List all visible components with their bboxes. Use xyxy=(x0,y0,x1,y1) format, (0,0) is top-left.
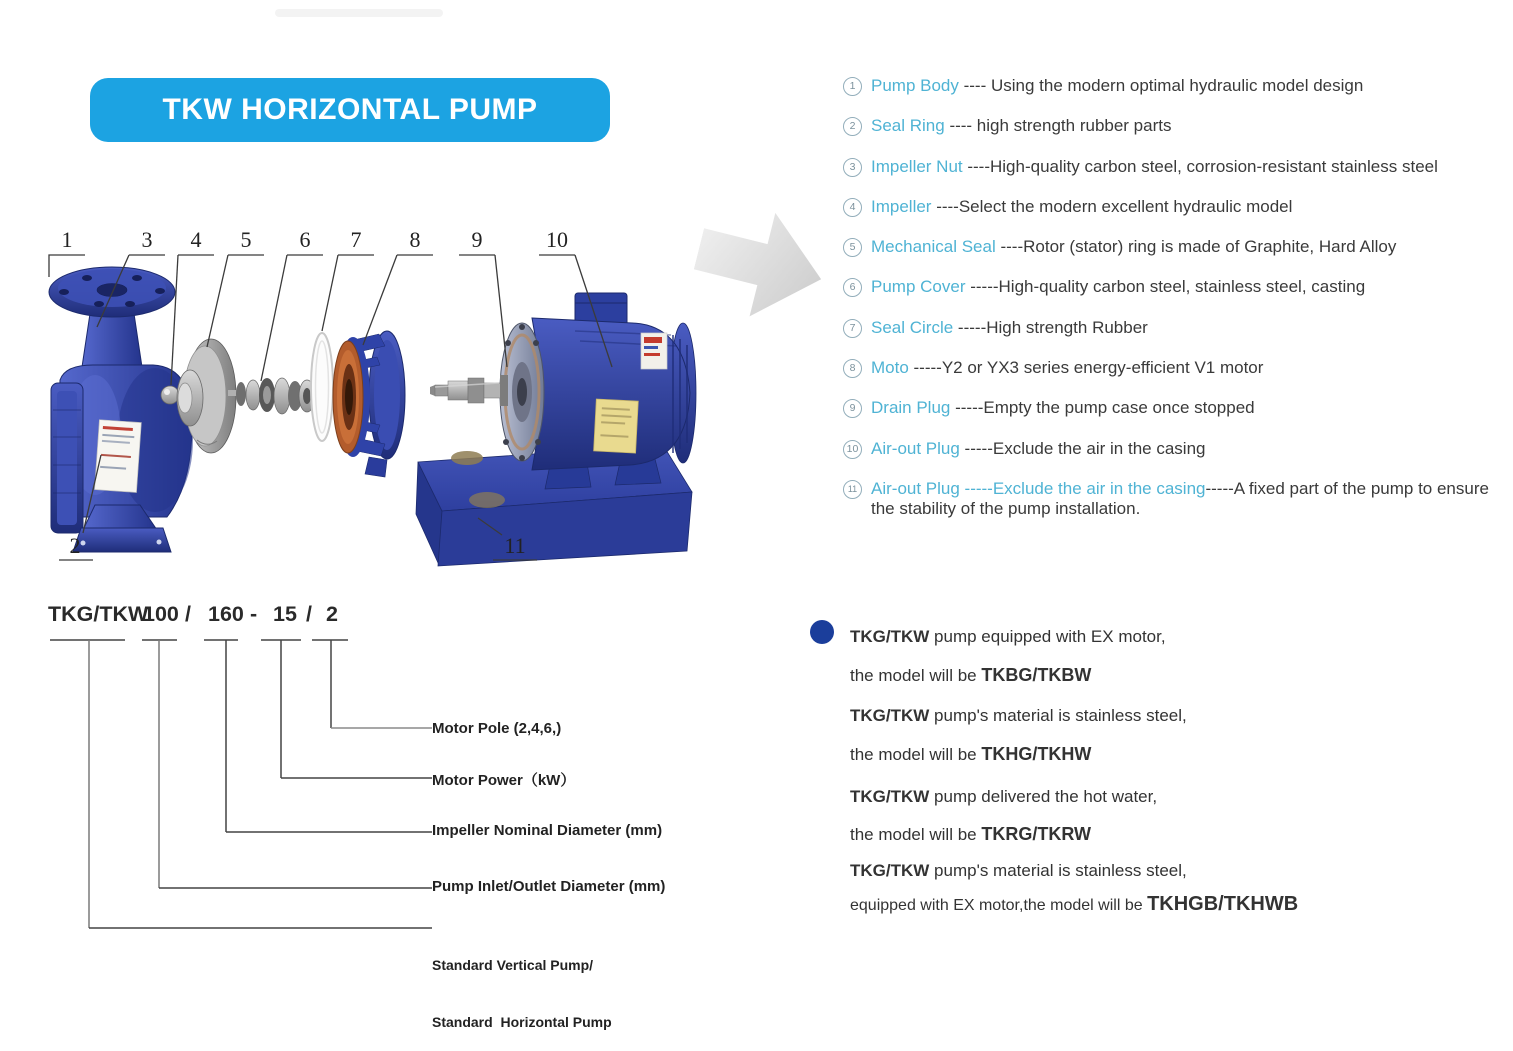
label-motor-power: Motor Power（kW） xyxy=(432,772,576,789)
model-seg-impeller: 160 xyxy=(208,602,244,626)
label-inlet-outlet-diameter: Pump Inlet/Outlet Diameter (mm) xyxy=(432,878,666,895)
callout-3: 3 xyxy=(141,227,153,252)
model-seg-slash1: / xyxy=(185,602,191,626)
part-desc: ----Select the modern excellent hydraulic model xyxy=(931,196,1293,216)
circled-number-icon: 5 xyxy=(843,238,862,257)
note-line: the model will be TKBG/TKBW xyxy=(850,665,1092,685)
part-name: Air-out Plug xyxy=(871,438,960,458)
circled-number-icon: 8 xyxy=(843,359,862,378)
parts-list-item xyxy=(843,116,1495,156)
parts-list-item xyxy=(843,479,1495,519)
part-name: Seal Circle xyxy=(871,317,954,337)
bullet-icon xyxy=(810,620,834,644)
note-line: the model will be TKHG/TKHW xyxy=(850,744,1092,764)
parts-list-item xyxy=(843,358,1495,398)
parts-list-item xyxy=(843,398,1495,438)
part-name: Pump Cover xyxy=(871,277,966,297)
exploded-pump-diagram xyxy=(35,215,745,575)
label-standard-pump xyxy=(432,918,612,1051)
parts-list-item xyxy=(843,76,1495,116)
part-desc: ---- high strength rubber parts xyxy=(944,116,1172,136)
model-seg-power: 15 xyxy=(273,602,297,626)
page-title-banner xyxy=(90,78,610,142)
part-name: Impeller xyxy=(871,196,932,216)
part-desc: -----Exclude the air in the casing xyxy=(959,438,1206,458)
part-name: Drain Plug xyxy=(871,398,951,418)
note-line: TKG/TKW pump's material is stainless steel, xyxy=(850,706,1187,725)
callout-2: 2 xyxy=(69,533,81,558)
pump-body xyxy=(49,267,193,552)
model-code-connectors xyxy=(40,630,460,970)
circled-number-icon: 11 xyxy=(843,480,862,499)
parts-list-item xyxy=(843,157,1495,197)
pump-cover xyxy=(333,331,405,477)
parts-list-item xyxy=(843,277,1495,317)
note-line: TKG/TKW pump equipped with EX motor, xyxy=(850,627,1166,646)
callout-1: 1 xyxy=(61,227,73,252)
callout-10: 10 xyxy=(546,227,568,252)
callout-4: 4 xyxy=(190,227,202,252)
circled-number-icon: 1 xyxy=(843,77,862,96)
label-standard-pump-line2: Standard Horizontal Pump xyxy=(432,1014,612,1030)
parts-list-item xyxy=(843,237,1495,277)
note-line: TKG/TKW pump delivered the hot water, xyxy=(850,787,1158,806)
page-title: TKW HORIZONTAL PUMP xyxy=(162,93,538,126)
callout-9: 9 xyxy=(471,227,483,252)
callout-5: 5 xyxy=(240,227,252,252)
parts-list-item xyxy=(843,318,1495,358)
parts-list xyxy=(843,76,1495,519)
part-desc: -----High strength Rubber xyxy=(953,317,1148,337)
part-desc: ----Rotor (stator) ring is made of Graphite, Hard Alloy xyxy=(995,237,1397,257)
part-name: Impeller Nut xyxy=(871,156,963,176)
note-line: TKG/TKW pump's material is stainless steel, xyxy=(850,861,1187,880)
label-standard-pump-line1: Standard Vertical Pump/ xyxy=(432,957,594,973)
callout-11: 11 xyxy=(504,533,526,558)
pump-body-label-sticker xyxy=(95,420,142,493)
scan-artifact xyxy=(275,9,443,17)
motor-shaft xyxy=(430,375,508,406)
part-name: Seal Ring xyxy=(871,116,945,136)
callout-7: 7 xyxy=(350,227,362,252)
circled-number-icon: 3 xyxy=(843,158,862,177)
part-desc: -----Empty the pump case once stopped xyxy=(950,398,1255,418)
circled-number-icon: 9 xyxy=(843,399,862,418)
label-impeller-diameter: Impeller Nominal Diameter (mm) xyxy=(432,822,663,839)
model-seg-series: TKG/TKW xyxy=(48,602,149,626)
note-line: equipped with EX motor,the model will be TKHGB/TKHWB xyxy=(850,893,1299,915)
part-name: Moto xyxy=(871,358,909,378)
part-name: Pump Body xyxy=(871,76,959,95)
part-name: Mechanical Seal xyxy=(871,237,996,257)
model-seg-pole: 2 xyxy=(326,602,338,626)
mechanical-seal xyxy=(228,378,315,414)
seal-circle-ring xyxy=(311,333,333,441)
model-seg-slash2: / xyxy=(306,602,312,626)
part-desc: -----Y2 or YX3 series energy-efficient V1 motor xyxy=(908,358,1264,378)
circled-number-icon: 7 xyxy=(843,319,862,338)
label-motor-pole: Motor Pole (2,4,6,) xyxy=(432,720,562,737)
circled-number-icon: 4 xyxy=(843,198,862,217)
motor-label-yellow xyxy=(594,399,639,453)
model-seg-dash: - xyxy=(250,602,258,626)
callout-6: 6 xyxy=(299,227,311,252)
circled-number-icon: 10 xyxy=(843,440,862,459)
circled-number-icon: 6 xyxy=(843,278,862,297)
note-line: the model will be TKRG/TKRW xyxy=(850,824,1091,844)
impeller-nut xyxy=(161,386,179,404)
model-seg-inlet: 100 xyxy=(143,602,179,626)
part-desc: -----High-quality carbon steel, stainless steel, casting xyxy=(965,277,1366,297)
part-desc: ----High-quality carbon steel, corrosion-resistant stainless steel xyxy=(962,156,1438,176)
circled-number-icon: 2 xyxy=(843,117,862,136)
part-desc: -----A fixed part of the pump to ensure the stability of the pump installation. xyxy=(871,478,1489,518)
parts-list-item xyxy=(843,197,1495,237)
callout-8: 8 xyxy=(409,227,421,252)
motor-nameplate-sticker xyxy=(641,333,667,369)
parts-list-item xyxy=(843,439,1495,479)
part-desc: ---- Using the modern optimal hydraulic model design xyxy=(958,76,1364,95)
part-name: Air-out Plug -----Exclude the air in the casing xyxy=(871,478,1206,498)
